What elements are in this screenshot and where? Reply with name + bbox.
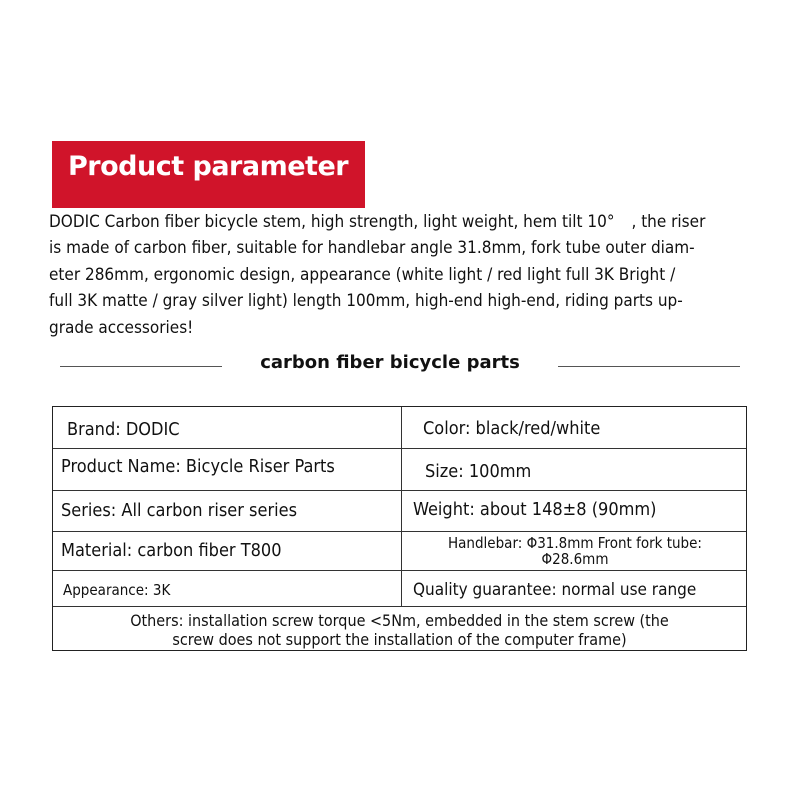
spec-others-line-1: Others: installation screw torque <5Nm, embedded in the stem screw (the	[130, 611, 669, 630]
table-row-divider	[53, 490, 746, 491]
section-divider-left	[60, 366, 222, 367]
banner-title: Product parameter	[68, 151, 349, 182]
table-row-divider	[53, 448, 746, 449]
spec-brand: Brand: DODIC	[67, 419, 180, 440]
section-divider-right	[558, 366, 740, 367]
description-line-1: DODIC Carbon fiber bicycle stem, high strength, light weight, hem tilt 10° , the riser	[49, 212, 706, 232]
spec-color: Color: black/red/white	[423, 418, 601, 439]
spec-handlebar-line-1: Handlebar: Φ31.8mm Front fork tube:	[448, 534, 702, 552]
spec-table	[52, 406, 747, 651]
description-line-2: is made of carbon fiber, suitable for handlebar angle 31.8mm, fork tube outer diam-	[49, 238, 695, 259]
product-parameter-banner	[52, 141, 365, 208]
spec-others-line-2: screw does not support the installation of the computer frame)	[172, 630, 627, 649]
spec-others	[53, 611, 746, 649]
spec-size: Size: 100mm	[425, 461, 532, 482]
spec-weight: Weight: about 148±8 (90mm)	[413, 499, 657, 520]
description-line-4: full 3K matte / gray silver light) length 100mm, high-end high-end, riding parts up-	[49, 291, 683, 312]
table-row-divider	[53, 570, 746, 571]
spec-handlebar-line-2: Φ28.6mm	[541, 550, 609, 568]
table-row-divider	[53, 531, 746, 532]
spec-series: Series: All carbon riser series	[61, 500, 298, 521]
spec-material: Material: carbon fiber T800	[61, 540, 282, 561]
description-line-3: eter 286mm, ergonomic design, appearance (white light / red light full 3K Bright /	[49, 264, 676, 285]
spec-appearance: Appearance: 3K	[63, 581, 171, 599]
spec-product-name: Product Name: Bicycle Riser Parts	[61, 456, 335, 477]
table-column-divider	[401, 407, 402, 606]
spec-quality: Quality guarantee: normal use range	[413, 580, 697, 600]
product-description	[49, 209, 769, 341]
section-title: carbon fiber bicycle parts	[260, 352, 520, 373]
description-line-5: grade accessories!	[49, 317, 194, 338]
table-row-divider	[53, 606, 746, 607]
spec-handlebar	[403, 535, 747, 567]
